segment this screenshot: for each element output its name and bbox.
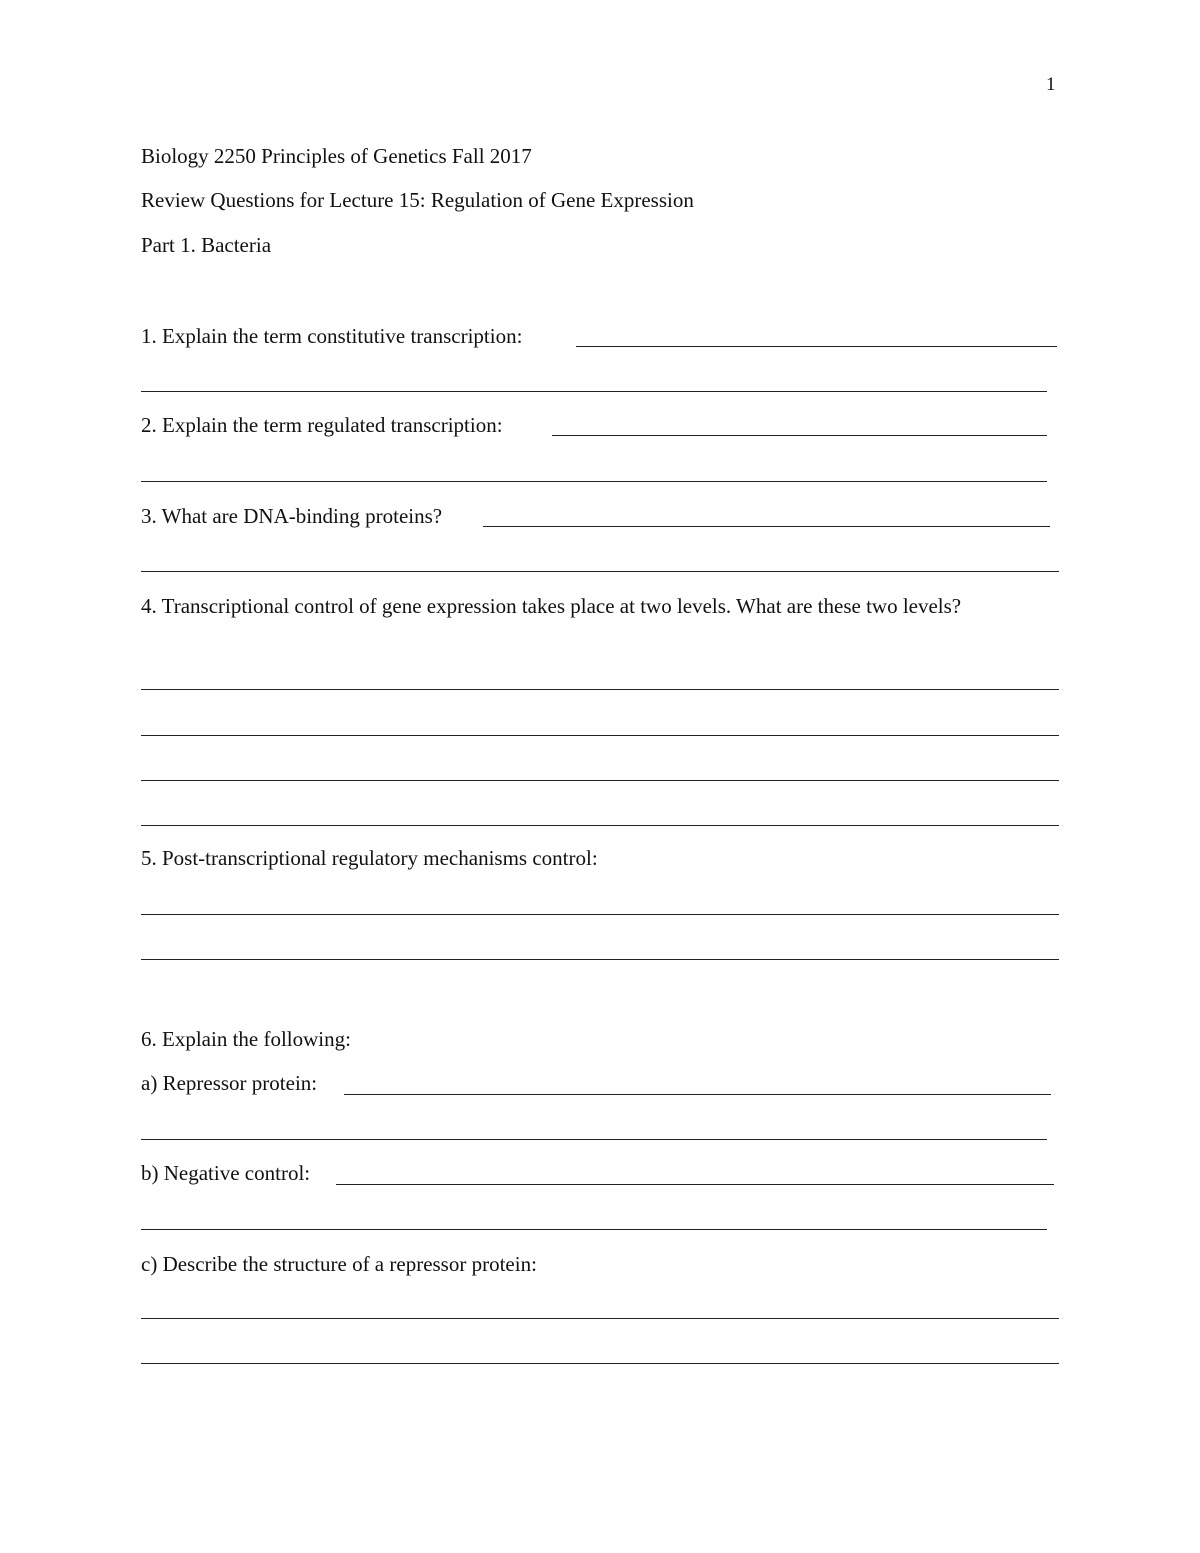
subquestion-a-text: a) Repressor protein: xyxy=(141,1071,318,1095)
question-2-text: 2. Explain the term regulated transcription: xyxy=(141,413,503,437)
subquestion-a-answer-line-2[interactable] xyxy=(141,1139,1047,1140)
question-1-text: 1. Explain the term constitutive transcription: xyxy=(141,324,523,348)
question-1-answer-line-2[interactable] xyxy=(141,391,1047,392)
subquestion-c-text: c) Describe the structure of a repressor protein: xyxy=(141,1252,537,1276)
course-title: Biology 2250 Principles of Genetics Fall 2017 xyxy=(141,144,532,168)
lecture-subtitle: Review Questions for Lecture 15: Regulation of Gene Expression xyxy=(141,188,694,212)
subquestion-b-text: b) Negative control: xyxy=(141,1161,311,1185)
question-6-text: 6. Explain the following: xyxy=(141,1027,351,1051)
subquestion-c-answer-line-2[interactable] xyxy=(141,1363,1059,1364)
question-4-answer-line-1[interactable] xyxy=(141,689,1059,690)
question-2-answer-line[interactable] xyxy=(552,435,1047,436)
subquestion-a-answer-line[interactable] xyxy=(344,1094,1051,1095)
question-4-answer-line-2[interactable] xyxy=(141,735,1059,736)
subquestion-b-answer-line[interactable] xyxy=(336,1184,1054,1185)
question-3-answer-line-2[interactable] xyxy=(141,571,1059,572)
page-number: 1 xyxy=(1046,74,1056,95)
question-4-answer-line-4[interactable] xyxy=(141,825,1059,826)
part-heading: Part 1. Bacteria xyxy=(141,233,272,257)
subquestion-b-answer-line-2[interactable] xyxy=(141,1229,1047,1230)
question-5-answer-line-1[interactable] xyxy=(141,914,1059,915)
question-5-text: 5. Post-transcriptional regulatory mechanisms control: xyxy=(141,846,598,870)
question-4-answer-line-3[interactable] xyxy=(141,780,1059,781)
question-5-answer-line-2[interactable] xyxy=(141,959,1059,960)
question-1-answer-line[interactable] xyxy=(576,346,1057,347)
question-3-text: 3. What are DNA-binding proteins? xyxy=(141,504,443,528)
question-3-answer-line[interactable] xyxy=(483,526,1050,527)
question-2-answer-line-2[interactable] xyxy=(141,481,1047,482)
subquestion-c-answer-line-1[interactable] xyxy=(141,1318,1059,1319)
question-4-text: 4. Transcriptional control of gene expression takes place at two levels. What are these two levels? xyxy=(141,594,962,618)
